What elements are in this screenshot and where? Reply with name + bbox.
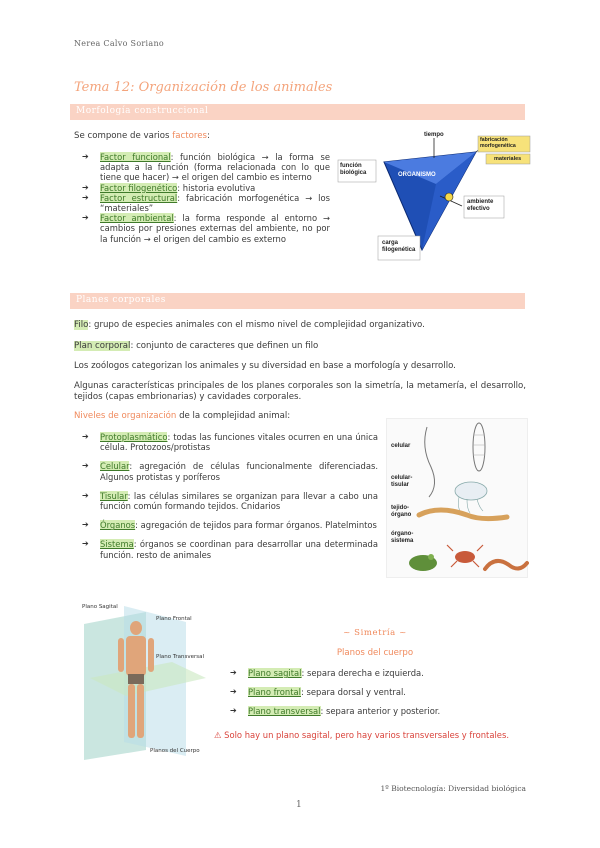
fig-label-fabricacion: fabricación morfogenética <box>480 137 516 149</box>
triangle-diagram <box>336 132 532 264</box>
fig-label-celular-tisular: celular-tisular <box>391 475 413 488</box>
arrow-icon: ➔ <box>82 192 89 202</box>
simetria-heading: ~ Simetría ~ <box>343 628 407 638</box>
list-item: ➔ Plano frontal: separa dorsal y ventral. <box>230 687 406 698</box>
list-item: ➔ Factor funcional: función biológica → la forma se adapta a la función (forma relacionada con lo que tiene que hacer) → el origen del cambio es interno <box>82 152 330 183</box>
list-item: ➔ Factor filogenético: historia evolutiva <box>82 182 256 193</box>
author-name: Nerea Calvo Soriano <box>74 39 165 48</box>
planes-list <box>222 668 522 717</box>
organism-triangle-figure <box>336 132 532 264</box>
planos-subheading: Planos del cuerpo <box>336 648 414 658</box>
fig-label-carga: carga filogenética <box>382 240 416 253</box>
fig-label-celular: celular <box>391 443 411 449</box>
filo-definition: Filo: grupo de especies animales con el mismo nivel de complejidad organizativo. <box>74 320 425 330</box>
fig-label-funcion: función biológica <box>340 163 367 176</box>
plan-corporal-definition: Plan corporal: conjunto de caracteres que definen un filo <box>74 341 319 351</box>
arrow-icon: ➔ <box>230 687 237 697</box>
list-item: ➔ Factor ambiental: la forma responde al entorno → cambios por presiones externas del ambiente, no por la función → el origen del cambio es externo <box>82 213 331 244</box>
fig-label-tejido-organo: tejido-órgano <box>391 505 412 518</box>
fig-label-organo-sistema: órgano-sistema <box>391 531 414 544</box>
fig-label-cuerpo: Planos del Cuerpo <box>150 748 200 754</box>
list-item: ➔ Celular: agregación de células funcionalmente diferenciadas. Algunos protistas y poríferos <box>82 461 378 482</box>
fig-label-transversal: Plano Transversal <box>156 654 205 660</box>
fig-label-frontal: Plano Frontal <box>156 616 192 622</box>
section-band-planes <box>70 293 525 309</box>
page-title: Tema 12: Organización de los animales <box>74 80 333 95</box>
fig-label-materiales: materiales <box>494 156 522 162</box>
arrow-icon: ➔ <box>230 668 237 677</box>
section-heading: Morfología construccional <box>76 106 209 116</box>
caracteristicas-paragraph: Algunas características principales de los planes corporales son la simetría, la metamería, el desarrollo, tejidos (capas embrionarias) y cavidades corporales. <box>74 381 526 402</box>
section-heading: Planes corporales <box>76 295 166 305</box>
section-band-morfologia <box>70 104 525 120</box>
list-item: ➔ Órganos: agregación de tejidos para formar órganos. Platelmintos <box>82 520 377 531</box>
list-item: ➔ Plano sagital: separa derecha e izquierda. <box>230 668 424 678</box>
fig-label-ambiente: ambiente efectivo <box>467 199 494 212</box>
niveles-intro: Niveles de organización de la complejidad animal: <box>74 411 291 421</box>
levels-list <box>74 432 378 560</box>
warning-note: ⚠ Solo hay un plano sagital, pero hay varios transversales y frontales. <box>214 730 509 740</box>
list-item: ➔ Factor estructural: fabricación morfogenética → los “materiales” <box>82 192 330 214</box>
factors-list <box>74 152 330 244</box>
organization-levels-figure <box>386 418 528 578</box>
intro-paragraph: Se compone de varios factores: <box>74 131 210 141</box>
arrow-icon: ➔ <box>82 539 89 549</box>
arrow-icon: ➔ <box>82 213 89 223</box>
page-number: 1 <box>296 800 302 810</box>
list-item: ➔ Protoplasmático: todas las funciones vitales ocurren en una única célula. Protozoos/protistas <box>82 432 378 453</box>
list-item: ➔ Sistema: órganos se coordinan para desarrollar una determinada función. resto de animales <box>82 539 378 560</box>
body-planes-illustration <box>76 600 212 762</box>
fig-label-organismo: ORGANISMO <box>398 172 436 178</box>
arrow-icon: ➔ <box>82 461 89 471</box>
arrow-icon: ➔ <box>82 520 89 530</box>
list-item: ➔ Plano transversal: separa anterior y posterior. <box>230 706 441 717</box>
arrow-icon: ➔ <box>82 152 89 161</box>
arrow-icon: ➔ <box>82 432 89 441</box>
arrow-icon: ➔ <box>82 182 89 192</box>
fig-label-sagital: Plano Sagital <box>82 604 118 610</box>
arrow-icon: ➔ <box>230 706 237 716</box>
zoologos-paragraph: Los zoólogos categorizan los animales y su diversidad en base a morfología y desarrollo. <box>74 361 456 371</box>
fig-label-tiempo: tiempo <box>424 132 444 138</box>
body-planes-figure <box>76 600 212 762</box>
list-item: ➔ Tisular: las células similares se organizan para llevar a cabo una función común formando tejidos. Cnidarios <box>82 490 378 512</box>
arrow-icon: ➔ <box>82 490 89 500</box>
course-footer: 1º Biotecnología: Diversidad biológica <box>380 784 526 793</box>
